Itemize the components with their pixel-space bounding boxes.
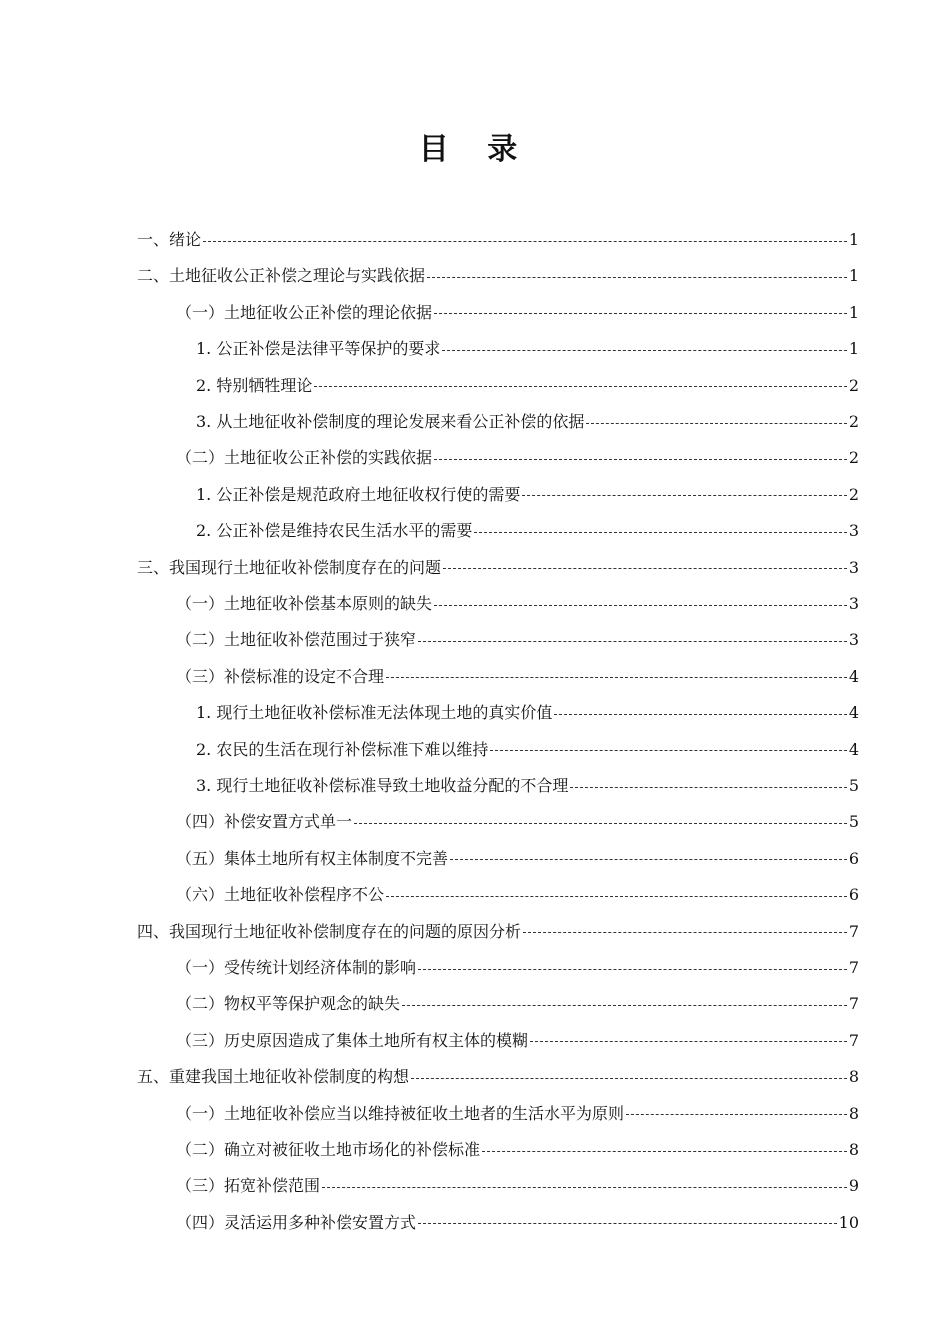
- toc-dot-leader: [434, 605, 847, 606]
- toc-entry[interactable]: [176, 659, 859, 695]
- toc-entry-label: （三）拓宽补偿范围: [176, 1176, 321, 1196]
- toc-entry-label: （五）集体土地所有权主体制度不完善: [176, 848, 449, 868]
- toc-dot-leader: [482, 1151, 847, 1152]
- toc-dot-leader: [522, 495, 846, 496]
- toc-entry-label: 一、绪论: [137, 230, 202, 249]
- toc-entry-label: （四）补偿安置方式单一: [176, 812, 353, 832]
- toc-entry-label: 三、我国现行土地征收补偿制度存在的问题: [137, 557, 442, 577]
- toc-entry[interactable]: [176, 622, 859, 658]
- toc-entry[interactable]: [176, 440, 859, 476]
- page-title: 目 录: [418, 132, 532, 167]
- toc-dot-leader: [402, 1005, 847, 1006]
- toc-page-number: 7: [848, 994, 859, 1014]
- toc-dot-leader: [418, 641, 847, 642]
- toc-entry[interactable]: [196, 368, 859, 404]
- toc-entry-label: 五、重建我国土地征收补偿制度的构想: [137, 1067, 410, 1087]
- toc-entry-label: （三）历史原因造成了集体土地所有权主体的模糊: [176, 1030, 529, 1050]
- toc-page-number: 7: [848, 1030, 859, 1050]
- toc-dot-leader: [586, 423, 846, 424]
- toc-entry[interactable]: [176, 841, 859, 877]
- toc-entry[interactable]: [137, 914, 859, 950]
- toc-entry[interactable]: [176, 1096, 859, 1132]
- toc-entry[interactable]: [176, 804, 859, 840]
- toc-entry[interactable]: [196, 695, 859, 731]
- toc-page-number: 1: [848, 302, 859, 322]
- toc-page-number: 3: [848, 594, 859, 613]
- toc-dot-leader: [203, 241, 847, 242]
- toc-entry[interactable]: [176, 1205, 859, 1241]
- toc-dot-leader: [354, 823, 847, 824]
- toc-entry-label: （一）土地征收补偿应当以维持被征收土地者的生活水平为原则: [176, 1103, 625, 1123]
- toc-page-number: 4: [848, 703, 859, 723]
- toc-dot-leader: [314, 386, 846, 387]
- toc-page-number: 7: [848, 921, 859, 941]
- toc-page-number: 10: [838, 1212, 859, 1232]
- toc-dot-leader: [434, 313, 847, 314]
- toc-entry-label: 1. 公正补偿是规范政府土地征收权行使的需要: [196, 484, 521, 504]
- toc-entry[interactable]: [176, 1132, 859, 1168]
- toc-dot-leader: [530, 1041, 847, 1042]
- toc-entry[interactable]: [196, 513, 859, 549]
- toc-entry[interactable]: [176, 986, 859, 1022]
- toc-entry-label: （一）受传统计划经济体制的影响: [176, 958, 417, 977]
- toc-dot-leader: [443, 568, 847, 569]
- toc-page-number: 5: [848, 776, 859, 795]
- toc-entry[interactable]: [196, 331, 859, 367]
- toc-page-number: 4: [848, 739, 859, 759]
- toc-dot-leader: [570, 787, 846, 788]
- toc-page-number: 7: [848, 958, 859, 977]
- toc-entry-label: 3. 现行土地征收补偿标准导致土地收益分配的不合理: [196, 776, 569, 795]
- toc-entry[interactable]: [137, 222, 859, 258]
- toc-entry-label: （一）土地征收公正补偿的理论依据: [176, 302, 433, 322]
- toc-entry[interactable]: [176, 1023, 859, 1059]
- toc-entry-label: 四、我国现行土地征收补偿制度存在的问题的原因分析: [137, 921, 522, 941]
- toc-dot-leader: [626, 1114, 847, 1115]
- toc-entry-label: 2. 农民的生活在现行补偿标准下难以维持: [196, 739, 489, 759]
- toc-page-number: 1: [848, 266, 859, 286]
- toc-entry-label: （三）补偿标准的设定不合理: [176, 666, 385, 686]
- toc-dot-leader: [322, 1187, 847, 1188]
- toc-entry[interactable]: [176, 1168, 859, 1204]
- toc-dot-leader: [411, 1078, 847, 1079]
- toc-dot-leader: [427, 277, 847, 278]
- toc-dot-leader: [386, 677, 847, 678]
- toc-dot-leader: [418, 1223, 837, 1224]
- toc-dot-leader: [523, 932, 847, 933]
- toc-page-number: 1: [848, 230, 859, 249]
- toc-entry[interactable]: [196, 732, 859, 768]
- toc-entry-label: （四）灵活运用多种补偿安置方式: [176, 1212, 417, 1232]
- toc-entry[interactable]: [176, 295, 859, 331]
- toc-entry[interactable]: [176, 877, 859, 913]
- toc-dot-leader: [474, 532, 846, 533]
- toc-page-number: 4: [848, 666, 859, 686]
- toc-dot-leader: [418, 969, 847, 970]
- toc-page-number: 8: [848, 1067, 859, 1087]
- toc-entry[interactable]: [196, 477, 859, 513]
- toc-dot-leader: [450, 859, 847, 860]
- toc-entry-label: 二、土地征收公正补偿之理论与实践依据: [137, 266, 426, 286]
- toc-dot-leader: [386, 896, 847, 897]
- toc-entry-label: 1. 公正补偿是法律平等保护的要求: [196, 339, 441, 359]
- toc-page-number: 3: [848, 521, 859, 541]
- toc-dot-leader: [490, 750, 846, 751]
- toc-entry[interactable]: [196, 404, 859, 440]
- toc-page-number: 3: [848, 557, 859, 577]
- toc-entry[interactable]: [196, 768, 859, 804]
- toc-entry-label: （二）土地征收补偿范围过于狭窄: [176, 630, 417, 650]
- toc-page-number: 6: [848, 848, 859, 868]
- toc-page-number: 9: [848, 1176, 859, 1196]
- toc-page-number: 2: [848, 375, 859, 395]
- toc-entry[interactable]: [137, 1059, 859, 1095]
- toc-page-number: 8: [848, 1103, 859, 1123]
- toc-entry-label: 3. 从土地征收补偿制度的理论发展来看公正补偿的依据: [196, 412, 585, 431]
- toc-page-number: 2: [848, 448, 859, 468]
- toc-dot-leader: [434, 459, 847, 460]
- toc-page-number: 3: [848, 630, 859, 650]
- toc-entry-label: 2. 特别牺牲理论: [196, 375, 313, 395]
- toc-entry-label: 2. 公正补偿是维持农民生活水平的需要: [196, 521, 473, 541]
- toc-page-number: 2: [848, 412, 859, 431]
- toc-entry[interactable]: [176, 950, 859, 986]
- toc-page-number: 1: [848, 339, 859, 359]
- toc-page-number: 8: [848, 1140, 859, 1159]
- toc-entry-label: （二）物权平等保护观念的缺失: [176, 994, 401, 1014]
- toc-entry-label: 1. 现行土地征收补偿标准无法体现土地的真实价值: [196, 703, 553, 723]
- toc-dot-leader: [554, 714, 846, 715]
- toc-page-number: 6: [848, 885, 859, 905]
- toc-entry-label: （一）土地征收补偿基本原则的缺失: [176, 594, 433, 613]
- toc-entry[interactable]: [137, 258, 859, 294]
- toc-entry-label: （二）土地征收公正补偿的实践依据: [176, 448, 433, 468]
- toc-entry[interactable]: [176, 586, 859, 622]
- toc-entry-label: （二）确立对被征收土地市场化的补偿标准: [176, 1140, 481, 1159]
- toc-entry-label: （六）土地征收补偿程序不公: [176, 885, 385, 905]
- toc-dot-leader: [442, 350, 846, 351]
- toc-page-number: 2: [848, 484, 859, 504]
- toc-entry[interactable]: [137, 550, 859, 586]
- toc-page-number: 5: [848, 812, 859, 832]
